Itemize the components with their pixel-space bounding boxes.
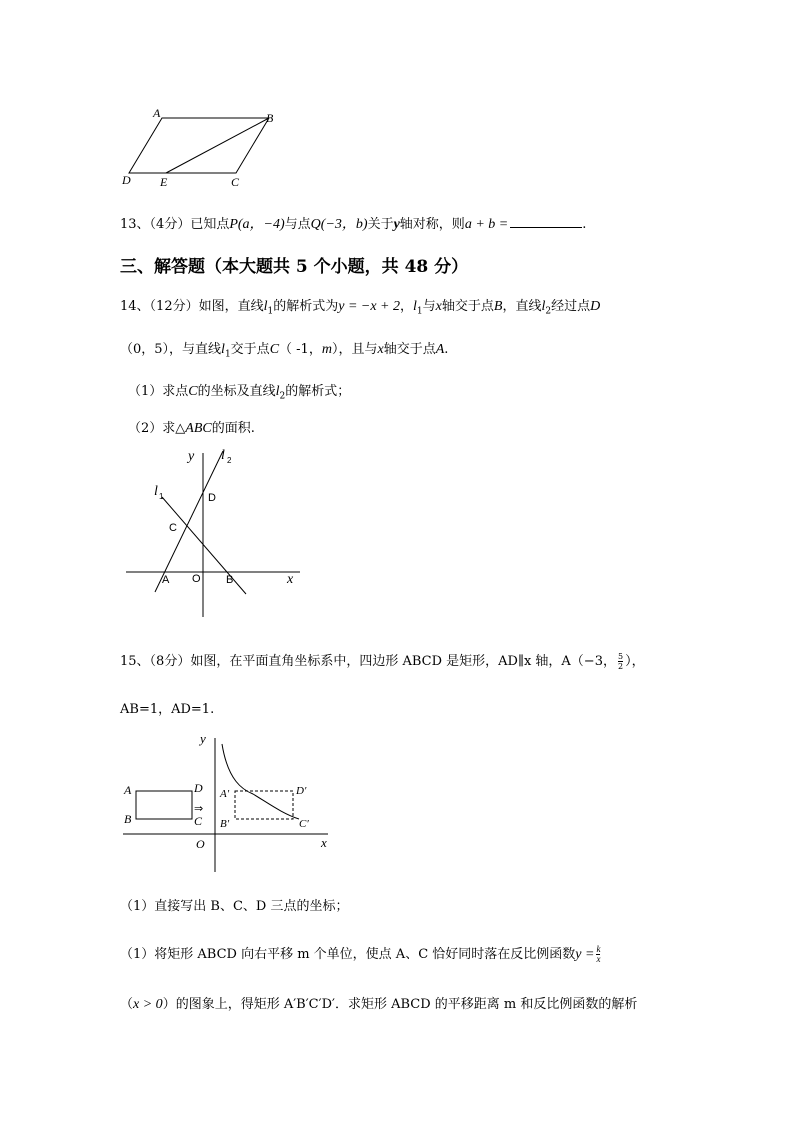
q14-text-4: 轴交于点 bbox=[441, 299, 494, 314]
q14-text-7: 交于点 bbox=[230, 342, 270, 357]
q14-l1c: l bbox=[221, 342, 225, 357]
q15-close: ）， bbox=[625, 654, 645, 669]
q14-p1-C: C bbox=[188, 384, 198, 399]
label-D: D bbox=[122, 173, 131, 187]
fig15-C2-label: C′ bbox=[299, 818, 309, 830]
q14-line2-head: （0，5），与直线 bbox=[120, 342, 222, 357]
q14-m: m bbox=[321, 342, 332, 357]
line-l2 bbox=[155, 451, 223, 592]
q15-k-num: k bbox=[596, 944, 601, 954]
q13-expression: a + b = bbox=[464, 217, 509, 232]
q14-x2: x bbox=[377, 342, 384, 357]
fig15-D2-label: D′ bbox=[296, 785, 307, 797]
question-15-part-1: （1）直接写出 B、C、D 三点的坐标； bbox=[120, 899, 349, 914]
question-14-line-1 bbox=[120, 295, 600, 317]
fig15-B-label: B bbox=[124, 812, 132, 826]
fig15-C-label: C bbox=[194, 814, 203, 828]
q14-l1b-sub: 1 bbox=[416, 306, 423, 317]
fig14-D-label: D bbox=[208, 492, 216, 504]
q14-text-3: 与 bbox=[422, 299, 436, 314]
question-15-part-2 bbox=[120, 943, 602, 964]
label-E: E bbox=[160, 175, 168, 189]
label-A: A bbox=[153, 106, 161, 120]
q14-equation: y = −x + 2 bbox=[338, 299, 401, 314]
label-C: C bbox=[231, 175, 240, 189]
q14-p2-a: （2）求△ bbox=[128, 421, 186, 436]
question-13 bbox=[120, 213, 586, 233]
q14-D: D bbox=[590, 299, 601, 314]
question-14-part-1 bbox=[128, 380, 350, 402]
q15-fraction-num: 5 bbox=[617, 652, 624, 661]
fig15-y-label: y bbox=[200, 731, 206, 746]
parallelogram-abcd bbox=[129, 118, 269, 173]
q14-text-1: 的解析式为 bbox=[273, 299, 339, 314]
q14-l1c-sub: 1 bbox=[224, 349, 231, 360]
q15-p3-text: ）的图象上，得矩形 A′B′C′D′．求矩形 ABCD 的平移距离 m 和反比例函数的解析 bbox=[162, 997, 638, 1012]
fig14-B-label: B bbox=[226, 574, 234, 586]
q14-p1-a: （1）求点 bbox=[128, 384, 189, 399]
fig15-arrow: ⇒ bbox=[194, 803, 204, 815]
q13-y-symbol: y bbox=[393, 217, 400, 232]
fig14-y-label: y bbox=[188, 449, 195, 464]
fig14-l2-sub: 2 bbox=[227, 456, 232, 465]
q14-head: 14、（12分）如图，直线 bbox=[120, 299, 264, 314]
label-B: B bbox=[266, 111, 274, 125]
fig14-x-label: x bbox=[287, 572, 294, 587]
segment-be bbox=[166, 118, 269, 173]
section-3-title: 三、解答题（本大题共 5 个小题，共 48 分） bbox=[120, 257, 469, 277]
fig15-O-label: O bbox=[196, 837, 205, 851]
fig14-C-label: C bbox=[169, 522, 177, 534]
question-14-line-2 bbox=[120, 338, 448, 360]
q14-text-6: 经过点 bbox=[551, 299, 591, 314]
fig14-l1-sub: 1 bbox=[159, 492, 164, 501]
fig15-B2-label: B′ bbox=[220, 818, 230, 830]
q14-dot: . bbox=[444, 342, 449, 357]
q14-text-8: （ -1， bbox=[279, 342, 322, 357]
q14-x: x bbox=[435, 299, 442, 314]
q14-l1b: l bbox=[413, 299, 417, 314]
q14-l2: l bbox=[541, 299, 546, 314]
fig14-A-label: A bbox=[162, 574, 170, 586]
lines-graph-figure bbox=[120, 445, 310, 620]
q15-line1: 15、（8分）如图，在平面直角坐标系中，四边形 ABCD 是矩形，AD∥x 轴，A（−3， bbox=[120, 654, 616, 669]
fig14-l1-label: l bbox=[154, 484, 158, 499]
question-15-line-1 bbox=[120, 650, 645, 671]
q15-fraction-den: 2 bbox=[617, 662, 624, 671]
fig14-O-label: O bbox=[192, 573, 201, 585]
fig15-A2-label: A′ bbox=[220, 788, 230, 800]
q14-p1-l2-sub: 2 bbox=[279, 391, 286, 402]
q13-point-q: Q(−3，b) bbox=[310, 217, 368, 232]
q13-text-1: 与点 bbox=[284, 217, 311, 232]
q14-p2-b: 的面积. bbox=[211, 421, 255, 436]
q14-l2-sub: 2 bbox=[545, 306, 552, 317]
q14-A: A bbox=[435, 342, 445, 357]
question-14-part-2 bbox=[128, 417, 255, 437]
q14-p1-l2: l bbox=[275, 384, 280, 399]
question-15-part-2-cont bbox=[120, 993, 637, 1013]
q13-end: . bbox=[582, 217, 587, 232]
rectangle-a2b2c2d2 bbox=[235, 791, 293, 819]
q15-p3-open: （ bbox=[120, 997, 134, 1012]
question-15-line-2: AB=1，AD=1. bbox=[120, 702, 215, 717]
fig15-A-label: A bbox=[124, 783, 132, 797]
q14-C: C bbox=[269, 342, 280, 357]
rectangle-abcd bbox=[136, 791, 192, 819]
q14-text-10: 轴交于点 bbox=[383, 342, 436, 357]
q14-text-9: ），且与 bbox=[331, 342, 378, 357]
q15-fraction bbox=[618, 652, 623, 671]
q15-condition: x > 0 bbox=[133, 997, 163, 1012]
rectangle-translation-figure bbox=[118, 726, 338, 876]
q14-p1-c: 的解析式； bbox=[285, 384, 351, 399]
fig14-l2-label: l bbox=[221, 448, 225, 463]
q14-l1-sub: 1 bbox=[267, 306, 274, 317]
q15-k-den: x bbox=[596, 954, 601, 964]
q14-p2-abc: ABC bbox=[185, 421, 212, 436]
q13-text-3: 轴对称，则 bbox=[399, 217, 465, 232]
q14-B: B bbox=[493, 299, 503, 314]
q13-head: 13、（4分）已知点 bbox=[120, 217, 230, 232]
q15-y-equals: y = bbox=[575, 947, 595, 962]
q15-k-fraction bbox=[596, 945, 600, 964]
q13-point-p: P(a，−4) bbox=[229, 217, 285, 232]
line-l1 bbox=[162, 497, 246, 594]
fig15-x-label: x bbox=[321, 835, 327, 850]
q13-text-2: 关于 bbox=[367, 217, 394, 232]
parallelogram-figure bbox=[110, 100, 290, 195]
fig15-D-label: D bbox=[194, 781, 203, 795]
q14-text-5: ，直线 bbox=[502, 299, 542, 314]
q14-p1-b: 的坐标及直线 bbox=[197, 384, 276, 399]
q13-answer-blank[interactable] bbox=[510, 215, 582, 228]
q14-text-2: ， bbox=[400, 299, 414, 314]
q15-p2-text: （1）将矩形 ABCD 向右平移 m 个单位，使点 A、C 恰好同时落在反比例函数 bbox=[120, 947, 576, 962]
q14-l1: l bbox=[263, 299, 268, 314]
reciprocal-curve bbox=[222, 744, 299, 819]
